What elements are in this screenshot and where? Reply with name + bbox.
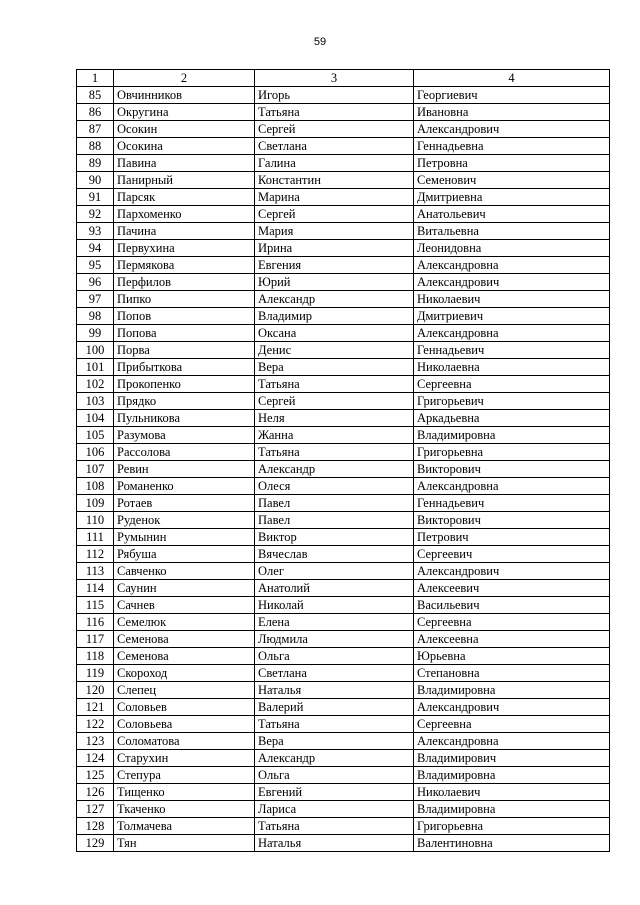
surname-cell: Пермякова — [114, 257, 255, 274]
table-row — [77, 138, 610, 155]
surname-cell: Ткаченко — [114, 801, 255, 818]
header-row — [77, 70, 610, 87]
row-number-cell: 118 — [77, 648, 114, 665]
table-row — [77, 393, 610, 410]
table-row — [77, 716, 610, 733]
patronymic-cell: Валентиновна — [414, 835, 610, 852]
page-number: 59 — [313, 36, 327, 48]
patronymic-cell: Николаевич — [414, 291, 610, 308]
surname-cell: Старухин — [114, 750, 255, 767]
row-number-cell: 115 — [77, 597, 114, 614]
row-number-cell: 128 — [77, 818, 114, 835]
surname-cell: Прядко — [114, 393, 255, 410]
surname-cell: Руденок — [114, 512, 255, 529]
header-col-1: 1 — [77, 70, 114, 87]
header-col-4: 4 — [414, 70, 610, 87]
row-number-cell: 129 — [77, 835, 114, 852]
surname-cell: Скороход — [114, 665, 255, 682]
surname-cell: Семенова — [114, 631, 255, 648]
row-number-cell: 123 — [77, 733, 114, 750]
table-row — [77, 223, 610, 240]
row-number-cell: 90 — [77, 172, 114, 189]
row-number-cell: 106 — [77, 444, 114, 461]
patronymic-cell: Петровна — [414, 155, 610, 172]
first-name-cell: Вера — [255, 733, 414, 750]
table-row — [77, 87, 610, 104]
table-row — [77, 172, 610, 189]
first-name-cell: Игорь — [255, 87, 414, 104]
patronymic-cell: Дмитриевич — [414, 308, 610, 325]
patronymic-cell: Сергеевна — [414, 614, 610, 631]
row-number-cell: 93 — [77, 223, 114, 240]
surname-cell: Перфилов — [114, 274, 255, 291]
table-row — [77, 240, 610, 257]
surname-cell: Семенова — [114, 648, 255, 665]
row-number-cell: 108 — [77, 478, 114, 495]
first-name-cell: Олег — [255, 563, 414, 580]
first-name-cell: Вячеслав — [255, 546, 414, 563]
row-number-cell: 126 — [77, 784, 114, 801]
first-name-cell: Сергей — [255, 206, 414, 223]
row-number-cell: 125 — [77, 767, 114, 784]
table-row — [77, 529, 610, 546]
patronymic-cell: Владимировна — [414, 682, 610, 699]
table-row — [77, 155, 610, 172]
row-number-cell: 107 — [77, 461, 114, 478]
patronymic-cell: Викторович — [414, 461, 610, 478]
patronymic-cell: Николаевич — [414, 784, 610, 801]
surname-cell: Саунин — [114, 580, 255, 597]
patronymic-cell: Григорьевна — [414, 444, 610, 461]
first-name-cell: Жанна — [255, 427, 414, 444]
table-row — [77, 546, 610, 563]
table-row — [77, 427, 610, 444]
row-number-cell: 94 — [77, 240, 114, 257]
table-row — [77, 631, 610, 648]
row-number-cell: 85 — [77, 87, 114, 104]
roster-table — [76, 69, 610, 852]
first-name-cell: Мария — [255, 223, 414, 240]
surname-cell: Попова — [114, 325, 255, 342]
surname-cell: Румынин — [114, 529, 255, 546]
table-row — [77, 563, 610, 580]
first-name-cell: Валерий — [255, 699, 414, 716]
first-name-cell: Ольга — [255, 767, 414, 784]
patronymic-cell: Сергеевич — [414, 546, 610, 563]
surname-cell: Пульникова — [114, 410, 255, 427]
row-number-cell: 116 — [77, 614, 114, 631]
table-row — [77, 342, 610, 359]
surname-cell: Савченко — [114, 563, 255, 580]
patronymic-cell: Степановна — [414, 665, 610, 682]
first-name-cell: Константин — [255, 172, 414, 189]
patronymic-cell: Александрович — [414, 699, 610, 716]
row-number-cell: 101 — [77, 359, 114, 376]
row-number-cell: 117 — [77, 631, 114, 648]
table-row — [77, 410, 610, 427]
row-number-cell: 103 — [77, 393, 114, 410]
first-name-cell: Александр — [255, 461, 414, 478]
surname-cell: Панирный — [114, 172, 255, 189]
table-row — [77, 376, 610, 393]
first-name-cell: Неля — [255, 410, 414, 427]
row-number-cell: 86 — [77, 104, 114, 121]
surname-cell: Сачнев — [114, 597, 255, 614]
patronymic-cell: Владимировна — [414, 801, 610, 818]
table-row — [77, 614, 610, 631]
surname-cell: Рябуша — [114, 546, 255, 563]
row-number-cell: 97 — [77, 291, 114, 308]
first-name-cell: Сергей — [255, 393, 414, 410]
table-row — [77, 648, 610, 665]
header-col-2: 2 — [114, 70, 255, 87]
table-row — [77, 665, 610, 682]
surname-cell: Рассолова — [114, 444, 255, 461]
first-name-cell: Александр — [255, 291, 414, 308]
first-name-cell: Елена — [255, 614, 414, 631]
first-name-cell: Евгений — [255, 784, 414, 801]
table-row — [77, 257, 610, 274]
row-number-cell: 109 — [77, 495, 114, 512]
table-row — [77, 121, 610, 138]
patronymic-cell: Владимировна — [414, 767, 610, 784]
table-row — [77, 750, 610, 767]
patronymic-cell: Геннадьевич — [414, 495, 610, 512]
patronymic-cell: Григорьевна — [414, 818, 610, 835]
row-number-cell: 120 — [77, 682, 114, 699]
patronymic-cell: Геннадьевич — [414, 342, 610, 359]
patronymic-cell: Александрович — [414, 121, 610, 138]
surname-cell: Пипко — [114, 291, 255, 308]
first-name-cell: Олеся — [255, 478, 414, 495]
surname-cell: Первухина — [114, 240, 255, 257]
surname-cell: Прибыткова — [114, 359, 255, 376]
table-row — [77, 682, 610, 699]
surname-cell: Павина — [114, 155, 255, 172]
surname-cell: Слепец — [114, 682, 255, 699]
surname-cell: Парсяк — [114, 189, 255, 206]
table-row — [77, 597, 610, 614]
patronymic-cell: Алексеевна — [414, 631, 610, 648]
surname-cell: Пачина — [114, 223, 255, 240]
first-name-cell: Светлана — [255, 665, 414, 682]
first-name-cell: Ольга — [255, 648, 414, 665]
row-number-cell: 92 — [77, 206, 114, 223]
patronymic-cell: Семенович — [414, 172, 610, 189]
patronymic-cell: Александровна — [414, 257, 610, 274]
header-col-3: 3 — [255, 70, 414, 87]
row-number-cell: 105 — [77, 427, 114, 444]
first-name-cell: Ирина — [255, 240, 414, 257]
row-number-cell: 91 — [77, 189, 114, 206]
first-name-cell: Евгения — [255, 257, 414, 274]
surname-cell: Осокин — [114, 121, 255, 138]
patronymic-cell: Сергеевна — [414, 376, 610, 393]
surname-cell: Романенко — [114, 478, 255, 495]
first-name-cell: Александр — [255, 750, 414, 767]
row-number-cell: 104 — [77, 410, 114, 427]
patronymic-cell: Ивановна — [414, 104, 610, 121]
first-name-cell: Николай — [255, 597, 414, 614]
surname-cell: Соломатова — [114, 733, 255, 750]
first-name-cell: Татьяна — [255, 444, 414, 461]
surname-cell: Разумова — [114, 427, 255, 444]
surname-cell: Семелюк — [114, 614, 255, 631]
first-name-cell: Наталья — [255, 835, 414, 852]
first-name-cell: Юрий — [255, 274, 414, 291]
first-name-cell: Виктор — [255, 529, 414, 546]
table-row — [77, 835, 610, 852]
first-name-cell: Лариса — [255, 801, 414, 818]
table-row — [77, 308, 610, 325]
patronymic-cell: Александровна — [414, 478, 610, 495]
table-row — [77, 104, 610, 121]
row-number-cell: 124 — [77, 750, 114, 767]
patronymic-cell: Александровна — [414, 325, 610, 342]
first-name-cell: Вера — [255, 359, 414, 376]
table-row — [77, 189, 610, 206]
row-number-cell: 110 — [77, 512, 114, 529]
row-number-cell: 119 — [77, 665, 114, 682]
first-name-cell: Галина — [255, 155, 414, 172]
first-name-cell: Татьяна — [255, 716, 414, 733]
first-name-cell: Оксана — [255, 325, 414, 342]
patronymic-cell: Геннадьевна — [414, 138, 610, 155]
table-row — [77, 580, 610, 597]
row-number-cell: 114 — [77, 580, 114, 597]
table-row — [77, 444, 610, 461]
patronymic-cell: Владимирович — [414, 750, 610, 767]
surname-cell: Попов — [114, 308, 255, 325]
patronymic-cell: Григорьевич — [414, 393, 610, 410]
table-row — [77, 767, 610, 784]
first-name-cell: Людмила — [255, 631, 414, 648]
table-row — [77, 801, 610, 818]
patronymic-cell: Леонидовна — [414, 240, 610, 257]
patronymic-cell: Алексеевич — [414, 580, 610, 597]
patronymic-cell: Владимировна — [414, 427, 610, 444]
patronymic-cell: Аркадьевна — [414, 410, 610, 427]
row-number-cell: 121 — [77, 699, 114, 716]
row-number-cell: 111 — [77, 529, 114, 546]
surname-cell: Порва — [114, 342, 255, 359]
row-number-cell: 100 — [77, 342, 114, 359]
table-body — [77, 87, 610, 852]
first-name-cell: Татьяна — [255, 104, 414, 121]
patronymic-cell: Витальевна — [414, 223, 610, 240]
row-number-cell: 98 — [77, 308, 114, 325]
surname-cell: Овчинников — [114, 87, 255, 104]
surname-cell: Прокопенко — [114, 376, 255, 393]
surname-cell: Толмачева — [114, 818, 255, 835]
patronymic-cell: Александрович — [414, 563, 610, 580]
first-name-cell: Владимир — [255, 308, 414, 325]
row-number-cell: 122 — [77, 716, 114, 733]
first-name-cell: Наталья — [255, 682, 414, 699]
first-name-cell: Татьяна — [255, 818, 414, 835]
surname-cell: Тищенко — [114, 784, 255, 801]
row-number-cell: 127 — [77, 801, 114, 818]
patronymic-cell: Анатольевич — [414, 206, 610, 223]
row-number-cell: 89 — [77, 155, 114, 172]
patronymic-cell: Юрьевна — [414, 648, 610, 665]
row-number-cell: 102 — [77, 376, 114, 393]
table-row — [77, 478, 610, 495]
first-name-cell: Анатолий — [255, 580, 414, 597]
patronymic-cell: Петрович — [414, 529, 610, 546]
first-name-cell: Марина — [255, 189, 414, 206]
surname-cell: Соловьева — [114, 716, 255, 733]
patronymic-cell: Васильевич — [414, 597, 610, 614]
table-header — [77, 70, 610, 87]
table-row — [77, 325, 610, 342]
patronymic-cell: Николаевна — [414, 359, 610, 376]
table-row — [77, 291, 610, 308]
surname-cell: Ротаев — [114, 495, 255, 512]
surname-cell: Пархоменко — [114, 206, 255, 223]
row-number-cell: 112 — [77, 546, 114, 563]
table-row — [77, 495, 610, 512]
patronymic-cell: Александрович — [414, 274, 610, 291]
table-row — [77, 784, 610, 801]
row-number-cell: 87 — [77, 121, 114, 138]
table-row — [77, 359, 610, 376]
table-row — [77, 699, 610, 716]
first-name-cell: Сергей — [255, 121, 414, 138]
table-row — [77, 733, 610, 750]
first-name-cell: Светлана — [255, 138, 414, 155]
patronymic-cell: Викторович — [414, 512, 610, 529]
surname-cell: Тян — [114, 835, 255, 852]
surname-cell: Соловьев — [114, 699, 255, 716]
row-number-cell: 96 — [77, 274, 114, 291]
surname-cell: Ревин — [114, 461, 255, 478]
surname-cell: Степура — [114, 767, 255, 784]
patronymic-cell: Александровна — [414, 733, 610, 750]
table-row — [77, 206, 610, 223]
table-row — [77, 512, 610, 529]
row-number-cell: 95 — [77, 257, 114, 274]
surname-cell: Осокина — [114, 138, 255, 155]
first-name-cell: Татьяна — [255, 376, 414, 393]
patronymic-cell: Дмитриевна — [414, 189, 610, 206]
first-name-cell: Павел — [255, 512, 414, 529]
table-row — [77, 274, 610, 291]
patronymic-cell: Сергеевна — [414, 716, 610, 733]
patronymic-cell: Георгиевич — [414, 87, 610, 104]
row-number-cell: 113 — [77, 563, 114, 580]
first-name-cell: Павел — [255, 495, 414, 512]
surname-cell: Округина — [114, 104, 255, 121]
table-row — [77, 461, 610, 478]
table-row — [77, 818, 610, 835]
row-number-cell: 99 — [77, 325, 114, 342]
first-name-cell: Денис — [255, 342, 414, 359]
row-number-cell: 88 — [77, 138, 114, 155]
